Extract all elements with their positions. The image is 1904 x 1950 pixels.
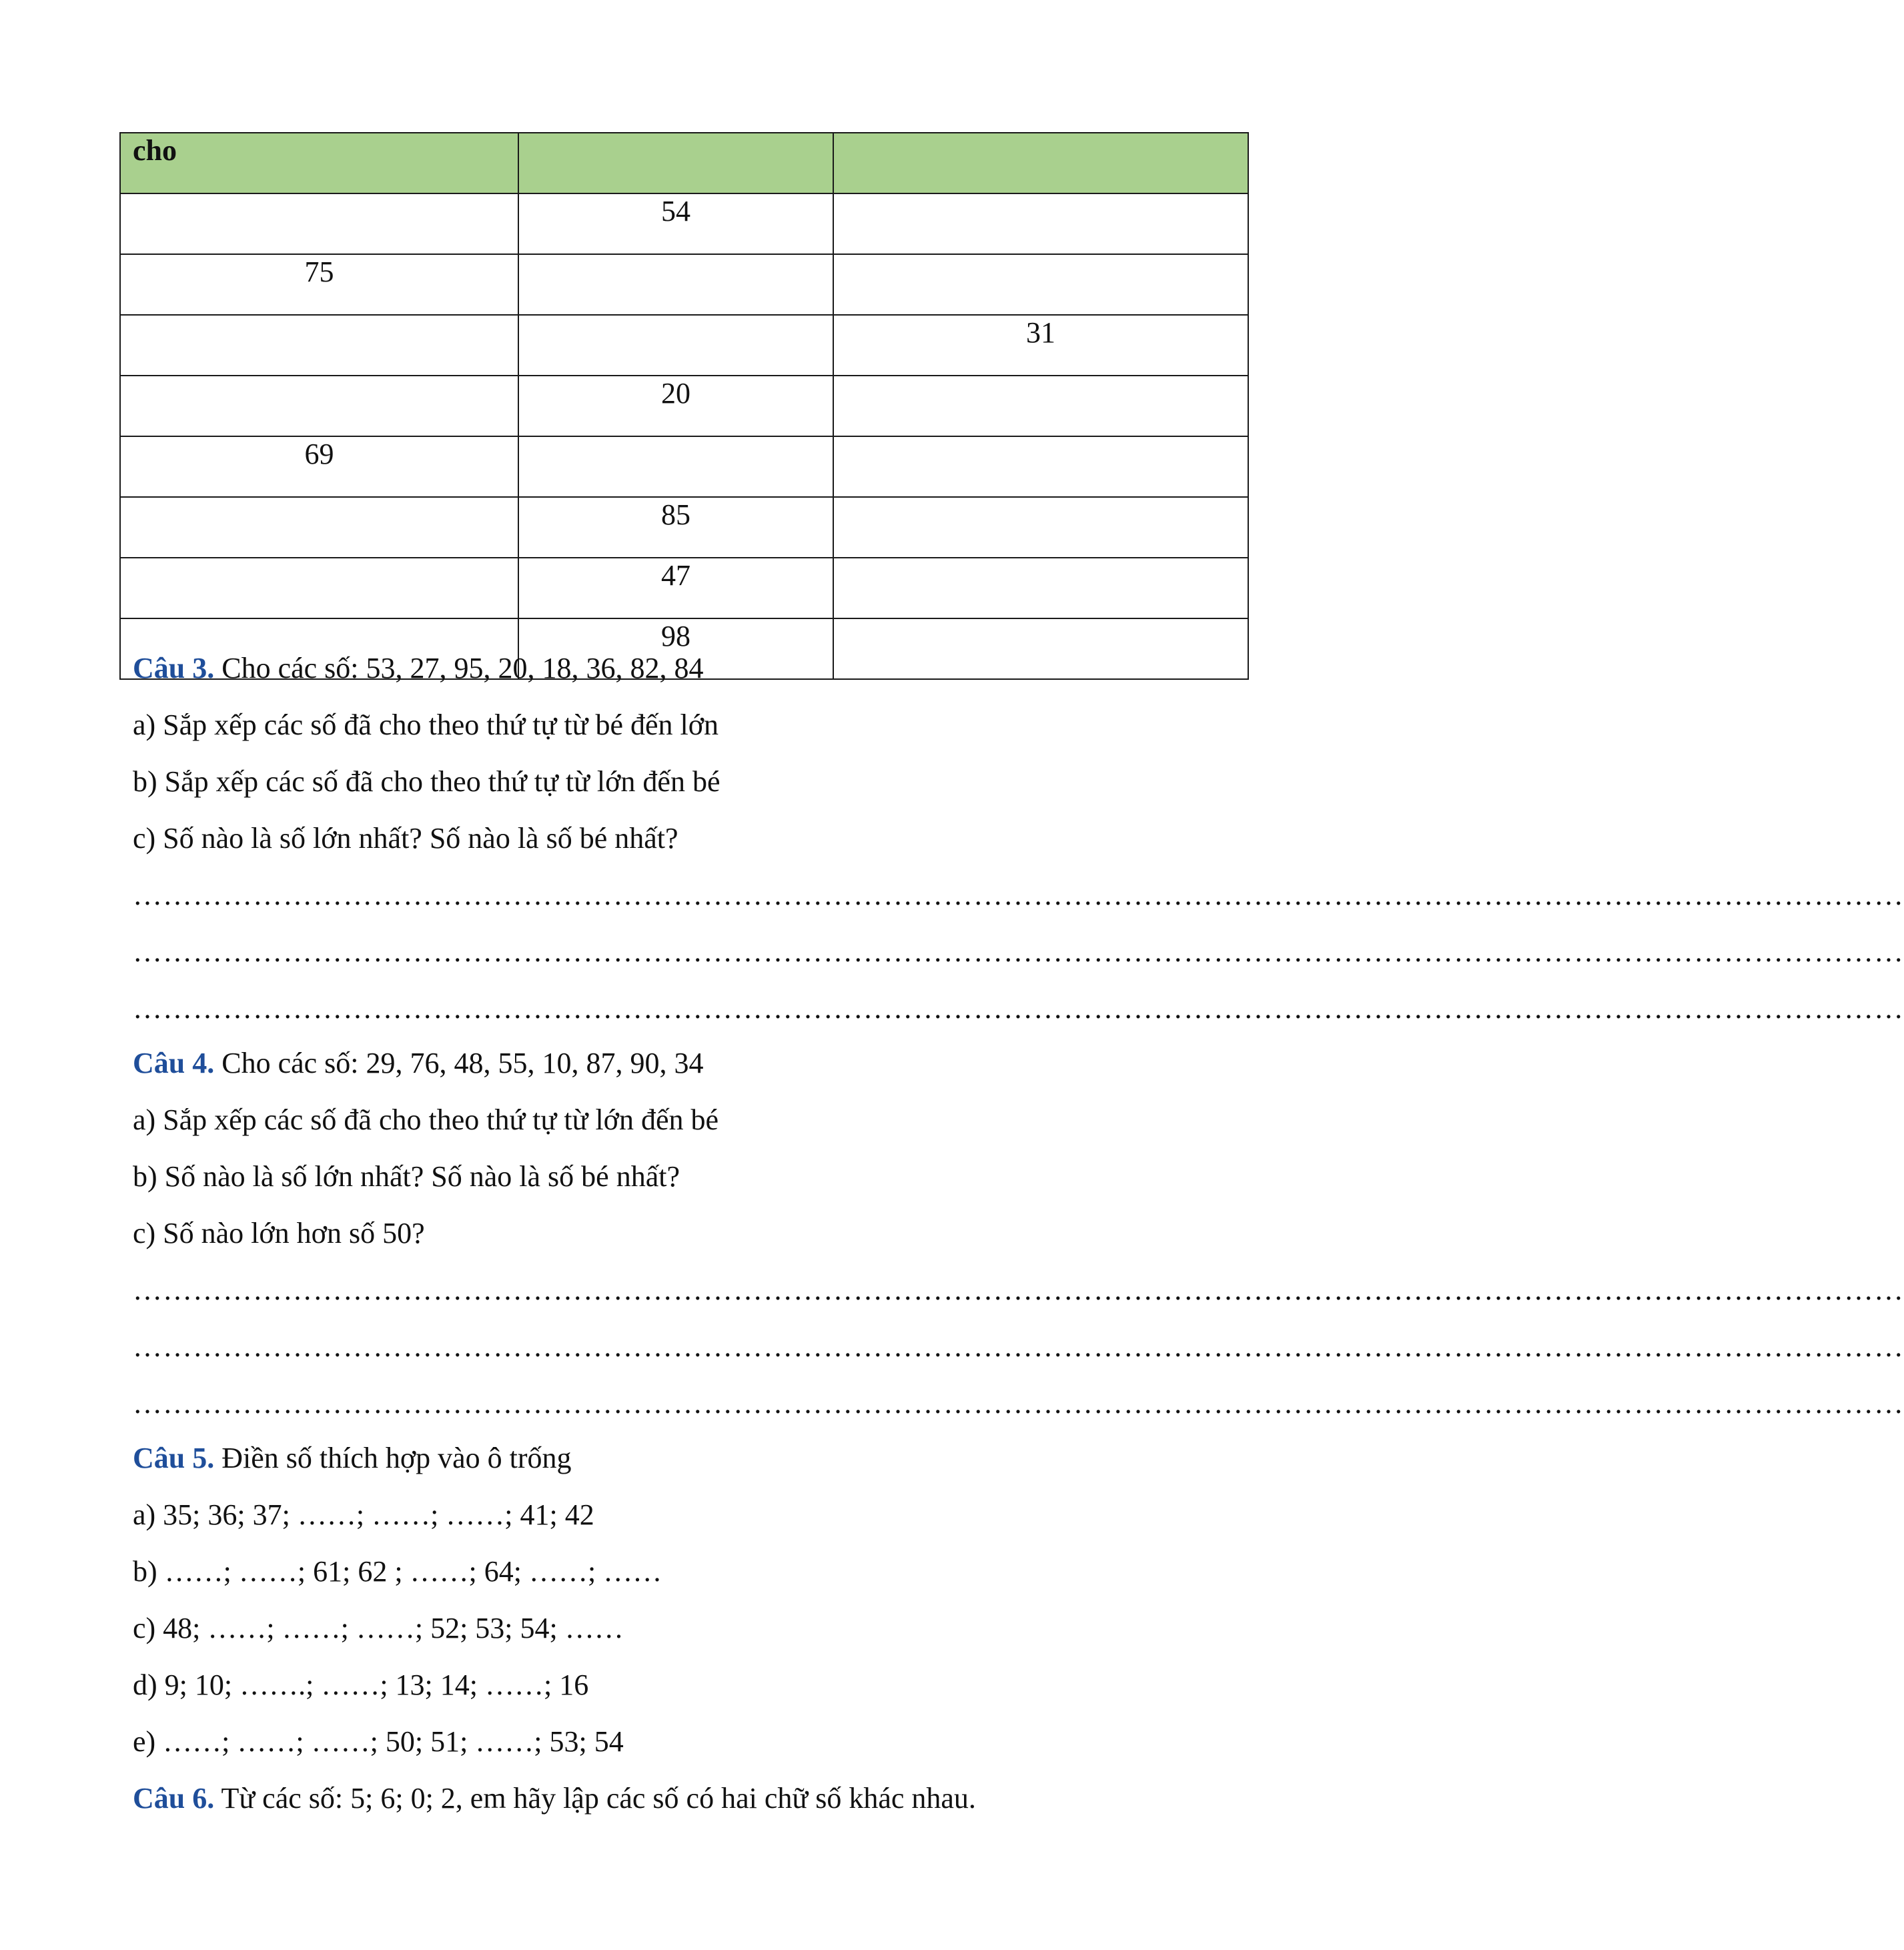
table-cell: 75 — [120, 254, 518, 315]
question-text: Cho các số: 53, 27, 95, 20, 18, 36, 82, 84 — [214, 652, 704, 684]
question-5-part-a: a) 35; 36; 37; ……; ……; ……; 41; 42 — [133, 1498, 594, 1531]
table-cell: 31 — [833, 315, 1248, 376]
table-cell — [120, 497, 518, 558]
table-row — [120, 193, 1248, 254]
question-3-title — [133, 651, 704, 686]
question-4-part-a: a) Sắp xếp các số đã cho theo thứ tự từ lớn đến bé — [133, 1103, 719, 1136]
table-row — [120, 436, 1248, 497]
table-cell — [833, 254, 1248, 315]
answer-line: …………………………………………………………………………………………………………………………………………………………… — [133, 1274, 1904, 1306]
table-cell — [120, 193, 518, 254]
table-cell: 98 — [518, 618, 833, 679]
table-cell: 69 — [120, 436, 518, 497]
question-3-part-c: c) Số nào là số lớn nhất? Số nào là số bé nhất? — [133, 822, 678, 855]
question-label: Câu 5. — [133, 1442, 215, 1474]
table-row — [120, 315, 1248, 376]
question-4-part-c: c) Số nào lớn hơn số 50? — [133, 1217, 425, 1250]
table-header-row — [120, 133, 1248, 193]
table-cell — [518, 254, 833, 315]
table-header-cell: cho — [120, 133, 518, 193]
table-row — [120, 376, 1248, 436]
table-cell — [518, 315, 833, 376]
table-cell: 47 — [518, 558, 833, 618]
question-3-part-b: b) Sắp xếp các số đã cho theo thứ tự từ lớn đến bé — [133, 765, 721, 798]
question-text: Từ các số: 5; 6; 0; 2, em hãy lập các số có hai chữ số khác nhau. — [214, 1782, 976, 1815]
question-text: Điền số thích hợp vào ô trống — [214, 1442, 572, 1474]
question-label: Câu 6. — [133, 1782, 215, 1815]
table-header-cell — [833, 133, 1248, 193]
table-cell — [833, 497, 1248, 558]
table-header-cell — [518, 133, 833, 193]
table-cell: 85 — [518, 497, 833, 558]
table-cell — [833, 436, 1248, 497]
question-5-part-b: b) ……; ……; 61; 62 ; ……; 64; ……; …… — [133, 1555, 662, 1588]
question-label: Câu 4. — [133, 1047, 215, 1079]
question-label: Câu 3. — [133, 652, 215, 684]
table-row — [120, 254, 1248, 315]
table-cell — [120, 376, 518, 436]
question-4-title — [133, 1046, 704, 1081]
table-cell — [518, 436, 833, 497]
question-4-part-b: b) Số nào là số lớn nhất? Số nào là số bé nhất? — [133, 1160, 680, 1193]
question-5-part-d: d) 9; 10; …….; ……; 13; 14; ……; 16 — [133, 1668, 589, 1701]
table-cell — [120, 315, 518, 376]
table-row — [120, 497, 1248, 558]
question-6-title — [133, 1781, 976, 1816]
table-cell: 20 — [518, 376, 833, 436]
answer-line: …………………………………………………………………………………………………………………………………………………………… — [133, 1330, 1904, 1363]
question-3-part-a: a) Sắp xếp các số đã cho theo thứ tự từ bé đến lớn — [133, 708, 719, 741]
table-cell — [833, 558, 1248, 618]
number-table — [119, 132, 1249, 680]
answer-line: …………………………………………………………………………………………………………………………………………………………… — [133, 935, 1904, 968]
table-cell — [833, 618, 1248, 679]
table-cell — [833, 193, 1248, 254]
table-row — [120, 558, 1248, 618]
question-5-part-c: c) 48; ……; ……; ……; 52; 53; 54; …… — [133, 1612, 624, 1644]
question-5-part-e: e) ……; ……; ……; 50; 51; ……; 53; 54 — [133, 1725, 624, 1758]
answer-line: …………………………………………………………………………………………………………………………………………………………… — [133, 1387, 1904, 1420]
question-5-title — [133, 1441, 572, 1476]
answer-line: …………………………………………………………………………………………………………………………………………………………… — [133, 992, 1904, 1025]
table-cell — [833, 376, 1248, 436]
table-cell: 54 — [518, 193, 833, 254]
question-text: Cho các số: 29, 76, 48, 55, 10, 87, 90, 34 — [214, 1047, 704, 1079]
answer-line: …………………………………………………………………………………………………………………………………………………………… — [133, 879, 1904, 911]
table-cell — [120, 558, 518, 618]
